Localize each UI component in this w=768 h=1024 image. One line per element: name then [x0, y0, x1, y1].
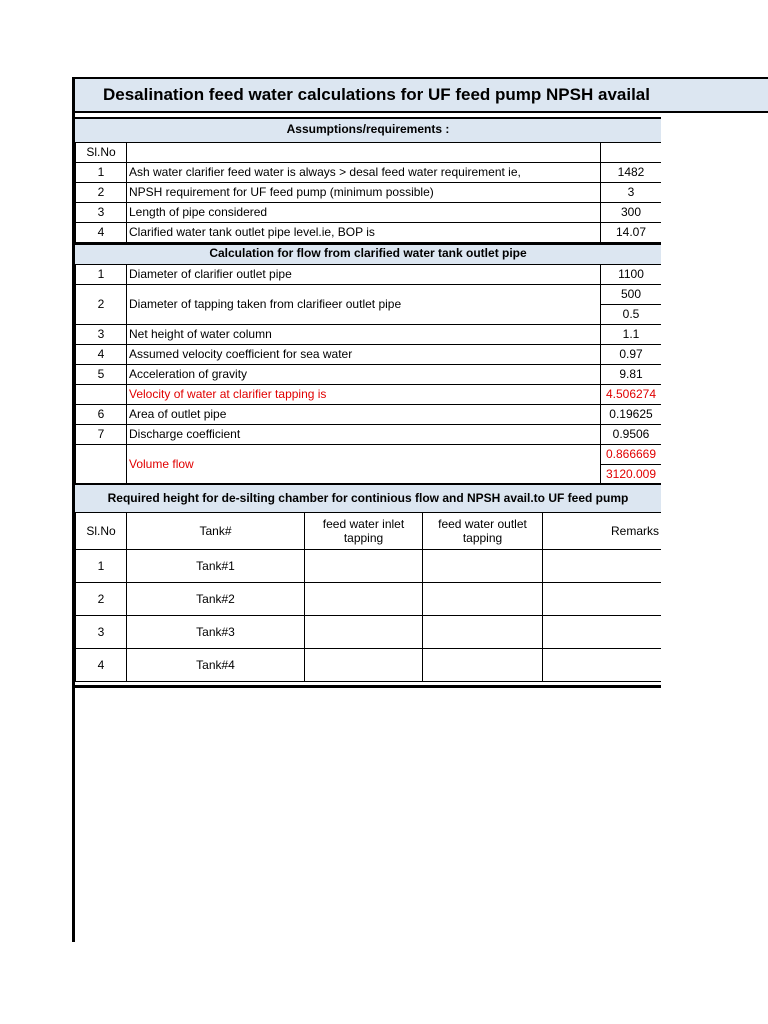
row-number: 1	[76, 550, 127, 583]
row-number: 2	[76, 285, 127, 325]
table-row	[76, 583, 662, 616]
table-cell	[543, 616, 662, 649]
table-row	[76, 365, 662, 385]
column-header: Sl.No	[76, 513, 127, 550]
table-row	[76, 405, 662, 425]
row-number: 4	[76, 345, 127, 365]
row-number: 2	[76, 583, 127, 616]
sheet-content	[75, 77, 661, 942]
row-value: 500	[601, 285, 662, 305]
row-number	[76, 385, 127, 405]
table-cell	[423, 616, 543, 649]
silting-table	[75, 512, 661, 682]
flow-header	[75, 243, 661, 265]
assumptions-header	[75, 117, 661, 143]
column-header: feed water inlet tapping	[305, 513, 423, 550]
table-row	[76, 203, 662, 223]
row-value: 1100	[601, 265, 662, 285]
velocity-label: Velocity of water at clarifier tapping is	[127, 385, 601, 405]
row-value-secondary: 0.5	[601, 305, 662, 325]
column-header: Remarks	[543, 513, 662, 550]
tank-name: Tank#1	[127, 550, 305, 583]
table-row	[76, 325, 662, 345]
assumptions-table	[75, 142, 661, 243]
table-cell	[601, 143, 662, 163]
row-number: 1	[76, 265, 127, 285]
table-row	[76, 425, 662, 445]
row-number: 6	[76, 405, 127, 425]
flow-header-label: Calculation for flow from clarified water tank outlet pipe	[209, 246, 527, 260]
table-cell	[305, 583, 423, 616]
volume-flow-label: Volume flow	[127, 445, 601, 485]
column-header: Tank#	[127, 513, 305, 550]
table-row	[76, 265, 662, 285]
row-value: 9.81	[601, 365, 662, 385]
table-row	[76, 163, 662, 183]
row-description: Length of pipe considered	[127, 203, 601, 223]
tank-name: Tank#3	[127, 616, 305, 649]
table-cell	[127, 143, 601, 163]
tank-name: Tank#4	[127, 649, 305, 682]
table-row	[76, 143, 662, 163]
table-cell	[305, 616, 423, 649]
table-cell	[543, 550, 662, 583]
table-cell	[543, 649, 662, 682]
row-number: 7	[76, 425, 127, 445]
table-row	[76, 285, 662, 305]
silting-header	[75, 483, 661, 513]
row-number: 4	[76, 649, 127, 682]
volume-flow-value-secondary: 3120.009	[601, 465, 662, 485]
row-description: Acceleration of gravity	[127, 365, 601, 385]
row-description: Net height of water column	[127, 325, 601, 345]
page-title: Desalination feed water calculations for UF feed pump NPSH availal	[103, 85, 650, 104]
row-description: Assumed velocity coefficient for sea water	[127, 345, 601, 365]
row-value: 3	[601, 183, 662, 203]
table-row	[76, 616, 662, 649]
row-number	[76, 445, 127, 485]
row-description: NPSH requirement for UF feed pump (minimum possible)	[127, 183, 601, 203]
row-value: 1.1	[601, 325, 662, 345]
table-row	[76, 385, 662, 405]
row-number: 5	[76, 365, 127, 385]
column-header: feed water outlet tapping	[423, 513, 543, 550]
row-number: 4	[76, 223, 127, 243]
row-value: 1482	[601, 163, 662, 183]
tank-name: Tank#2	[127, 583, 305, 616]
table-row	[76, 223, 662, 243]
row-value: 0.9506	[601, 425, 662, 445]
table-row	[76, 183, 662, 203]
slno-header: Sl.No	[76, 143, 127, 163]
table-row	[76, 445, 662, 465]
row-number: 3	[76, 203, 127, 223]
table-header-row	[76, 513, 662, 550]
velocity-value: 4.506274	[601, 385, 662, 405]
row-description: Area of outlet pipe	[127, 405, 601, 425]
row-value: 14.07	[601, 223, 662, 243]
row-value: 0.97	[601, 345, 662, 365]
row-value: 300	[601, 203, 662, 223]
row-description: Diameter of tapping taken from clarifieer outlet pipe	[127, 285, 601, 325]
row-description: Discharge coefficient	[127, 425, 601, 445]
flow-table	[75, 264, 661, 485]
row-number: 1	[76, 163, 127, 183]
row-number: 2	[76, 183, 127, 203]
row-value: 0.19625	[601, 405, 662, 425]
row-number: 3	[76, 616, 127, 649]
table-row	[76, 649, 662, 682]
table-cell	[423, 550, 543, 583]
table-row	[76, 345, 662, 365]
volume-flow-value: 0.866669	[601, 445, 662, 465]
table-cell	[423, 649, 543, 682]
row-description: Ash water clarifier feed water is always > desal feed water requirement ie,	[127, 163, 601, 183]
row-description: Diameter of clarifier outlet pipe	[127, 265, 601, 285]
row-number: 3	[76, 325, 127, 345]
table-cell	[423, 583, 543, 616]
table-cell	[305, 550, 423, 583]
assumptions-header-label: Assumptions/requirements :	[286, 122, 450, 136]
silting-header-label: Required height for de-silting chamber for continious flow and NPSH avail.to UF feed pump	[107, 491, 629, 505]
table-row	[76, 550, 662, 583]
row-description: Clarified water tank outlet pipe level.ie, BOP is	[127, 223, 601, 243]
table-cell	[543, 583, 662, 616]
empty-drawing-area	[75, 685, 661, 942]
table-cell	[305, 649, 423, 682]
spreadsheet-page	[72, 77, 768, 942]
